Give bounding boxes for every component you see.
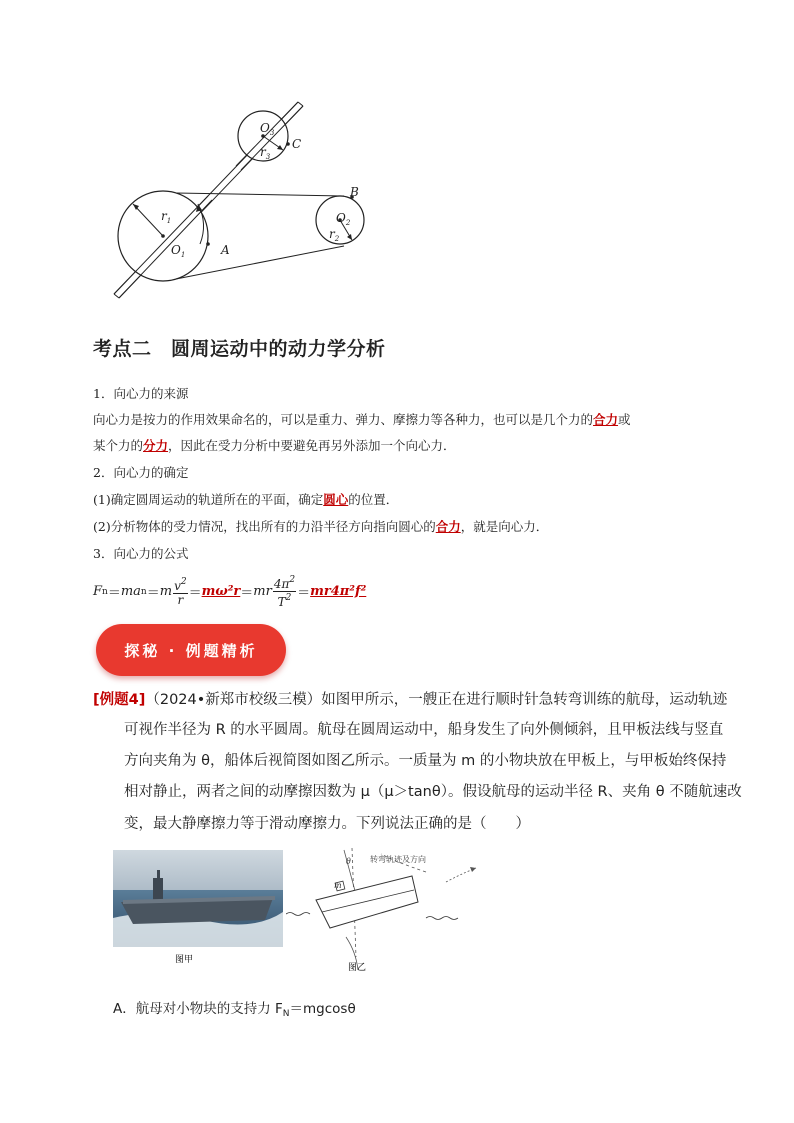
heading-determine: 2．向心力的确定 xyxy=(93,465,189,480)
paragraph-determine-2: (2)分析物体的受力情况，找出所有的力沿半径方向指向圆心的合力，就是向心力． xyxy=(93,519,549,534)
carrier-sketch xyxy=(286,842,486,972)
question-line-5: 变，最大静摩擦力等于滑动摩擦力。下列说法正确的是（ ） xyxy=(124,816,530,832)
fraction-v2-r: $\frac{v^2}{r}$ xyxy=(174,577,187,607)
sketch-theta: θ xyxy=(346,857,351,866)
paragraph-source-2: 某个力的分力，因此在受力分析中要避免再另外添加一个向心力． xyxy=(93,438,456,453)
answer-formula-1: mω²r xyxy=(201,584,241,599)
label-r2: $r_2$ xyxy=(329,227,340,243)
question-line-1: [例题4]（2024•新郑市校级三模）如图甲所示，一艘正在进行顺时针急转弯训练的航母，运动轨迹 xyxy=(93,692,728,708)
centripetal-formula: F n ＝ ma n ＝ m $\frac{v^2}{r}$ ＝ mω²r ＝ mr $\frac{4\pi^2}{T^2}$ ＝ mr4π²f² xyxy=(93,575,367,609)
question-line-2: 可视作半径为 R 的水平圆周。航母在圆周运动中，船身发生了向外侧倾斜，且甲板法线与竖直 xyxy=(124,722,724,738)
section-title: 考点二 圆周运动中的动力学分析 xyxy=(93,338,386,360)
answer-fenli: 分力 xyxy=(143,438,169,453)
question-line-4: 相对静止，两者之间的动摩擦因数为 μ（μ＞tanθ）。假设航母的运动半径 R、夹角 θ 不随航速改 xyxy=(124,784,742,800)
question-line-3: 方向夹角为 θ，船体后视简图如图乙所示。一质量为 m 的小物块放在甲板上，与甲板始终保持 xyxy=(124,753,727,769)
label-o2: $O_2$ xyxy=(336,211,351,227)
label-b: B xyxy=(350,185,359,199)
answer-heli: 合力 xyxy=(435,519,461,534)
label-r3: $r_3$ xyxy=(260,145,271,161)
sketch-track-label: 转弯轨迹及方向 xyxy=(370,855,426,864)
example-banner xyxy=(96,624,286,676)
answer-hefen: 合力 xyxy=(593,412,619,427)
label-a: A xyxy=(221,243,230,257)
label-r1: $r_1$ xyxy=(161,209,172,225)
option-a[interactable]: A．航母对小物块的支持力 $F_N=mgcos\theta$ xyxy=(113,1001,356,1019)
paragraph-source-1: 向心力是按力的作用效果命名的，可以是重力、弹力、摩擦力等各种力，也可以是几个力的合力或 xyxy=(93,412,631,427)
heading-source: 1．向心力的来源 xyxy=(93,386,189,401)
caption-figure-a: 图甲 xyxy=(175,955,194,964)
label-o1: $O_1$ xyxy=(171,243,186,259)
carrier-photo xyxy=(113,850,283,964)
caption-figure-b: 图乙 xyxy=(348,963,367,972)
label-c: C xyxy=(292,137,302,151)
paragraph-determine-1: (1)确定圆周运动的轨道所在的平面，确定圆心的位置． xyxy=(93,492,399,507)
sketch-mass: m xyxy=(334,881,342,890)
answer-formula-2: mr4π²f² xyxy=(310,584,367,599)
answer-yuanxin: 圆心 xyxy=(323,492,349,507)
banner-label: 探秘 · 例题精析 xyxy=(124,641,258,660)
fraction-4pi2-t2: $\frac{4\pi^2}{T^2}$ xyxy=(273,575,296,609)
label-o3: $O_3$ xyxy=(260,121,275,137)
question-tag: [例题4] xyxy=(93,692,146,708)
pulley-diagram xyxy=(108,96,378,304)
heading-formula: 3．向心力的公式 xyxy=(93,546,189,561)
